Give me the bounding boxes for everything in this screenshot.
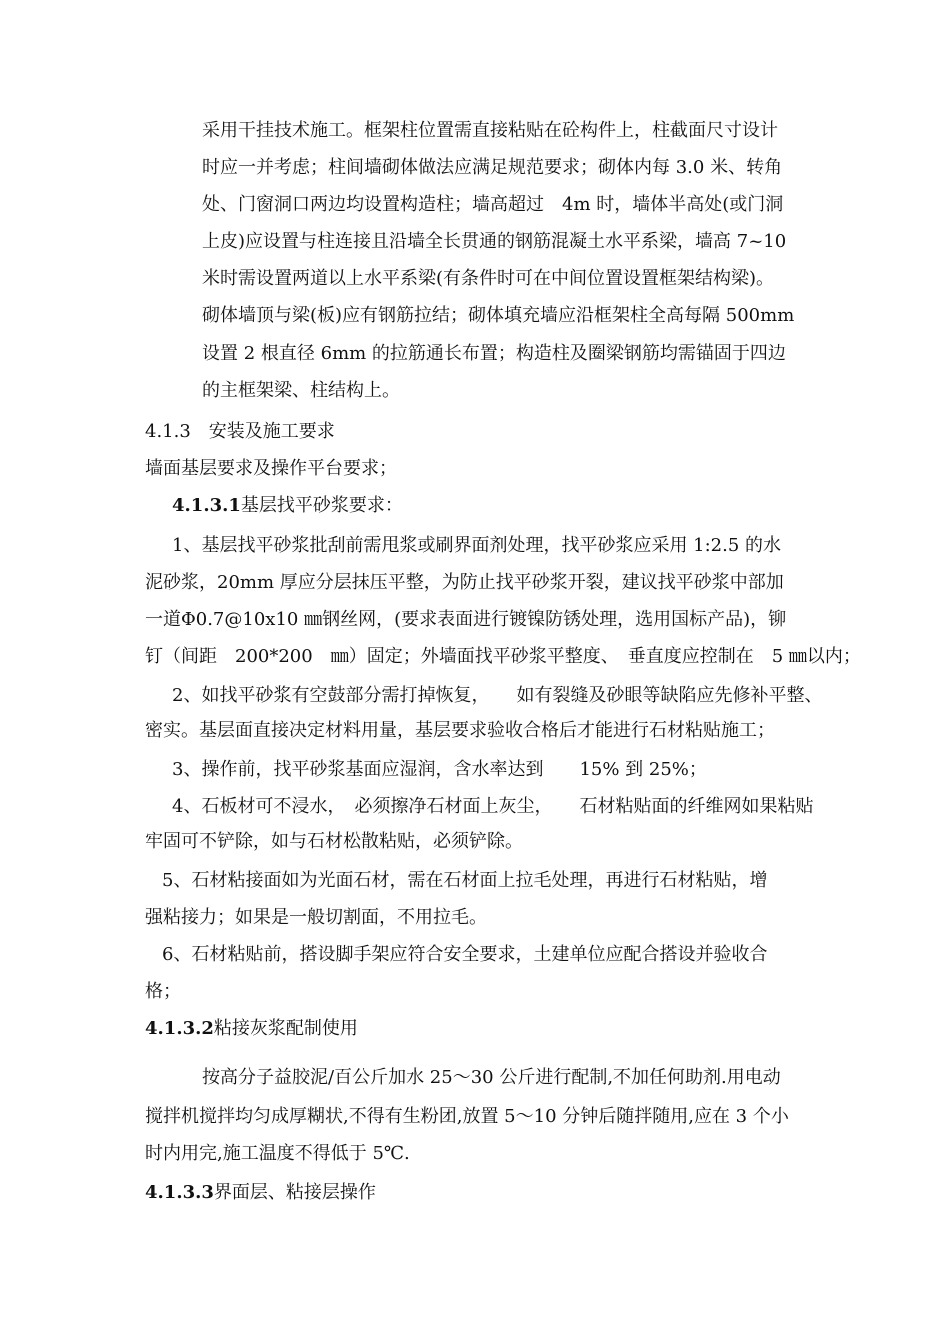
text-line: 6、石材粘贴前，搭设脚手架应符合安全要求，土建单位应配合搭设并验收合 (162, 944, 768, 965)
text-line: 密实。基层面直接决定材料用量，基层要求验收合格后才能进行石材粘贴施工； (145, 720, 775, 741)
text-line: 1、基层找平砂浆批刮前需甩浆或刷界面剂处理，找平砂浆应采用 1:2.5 的水 (172, 535, 782, 556)
section-4132-heading (145, 1017, 358, 1041)
text-line: 2、如找平砂浆有空鼓部分需打掉恢复， 如有裂缝及砂眼等缺陷应先修补平整、 (172, 685, 823, 706)
text-line: 一道Φ0.7@10x10 ㎜钢丝网，(要求表面进行镀镍防锈处理，选用国标产品)，铆 (145, 609, 787, 630)
section-number: 4.1.3.1 (172, 495, 241, 516)
subsection-intro: 墙面基层要求及操作平台要求； (145, 458, 397, 479)
text-line: 搅拌机搅拌均匀成厚糊状,不得有生粉团,放置 5～10 分钟后随拌随用,应在 3 个小 (145, 1106, 789, 1127)
text-line: 3、操作前，找平砂浆基面应湿润，含水率达到 15% 到 25%； (172, 759, 707, 780)
text-line: 4、石板材可不浸水， 必须擦净石材面上灰尘， 石材粘贴面的纤维网如果粘贴 (172, 796, 814, 817)
text-line: 砌体墙顶与梁(板)应有钢筋拉结；砌体填充墙应沿框架柱全高每隔 500mm (202, 305, 795, 326)
text-line: 钉（间距 200*200 ㎜）固定；外墙面找平砂浆平整度、 垂直度应控制在 5 ㎜以内； (145, 646, 861, 667)
text-line: 米时需设置两道以上水平系梁(有条件时可在中间位置设置框架结构梁)。 (202, 268, 775, 289)
section-4133-heading (145, 1181, 376, 1205)
text-line: 设置 2 根直径 6mm 的拉筋通长布置；构造柱及圈梁钢筋均需锚固于四边 (202, 343, 786, 364)
text-line: 泥砂浆，20mm 厚应分层抹压平整，为防止找平砂浆开裂，建议找平砂浆中部加 (145, 572, 784, 593)
text-line: 上皮)应设置与柱连接且沿墙全长贯通的钢筋混凝土水平系梁，墙高 7~10 (202, 231, 787, 252)
text-line: 时应一并考虑；柱间墙砌体做法应满足规范要求；砌体内每 3.0 米、转角 (202, 157, 783, 178)
text-line: 的主框架梁、柱结构上。 (202, 380, 400, 401)
text-line: 强粘接力；如果是一般切割面，不用拉毛。 (145, 907, 487, 928)
section-title: 基层找平砂浆要求： (240, 495, 403, 516)
text-line: 格； (145, 981, 181, 1002)
text-line: 采用干挂技术施工。框架柱位置需直接粘贴在砼构件上，柱截面尺寸设计 (202, 120, 778, 141)
section-number: 4.1.3.2 (145, 1018, 214, 1039)
section-heading: 4.1.3 安装及施工要求 (145, 421, 335, 442)
text-line: 5、石材粘接面如为光面石材，需在石材面上拉毛处理，再进行石材粘贴，增 (162, 870, 768, 891)
text-line: 按高分子益胶泥/百公斤加水 25～30 公斤进行配制,不加任何助剂.用电动 (202, 1067, 781, 1088)
section-number: 4.1.3.3 (145, 1182, 214, 1203)
section-title: 界面层、粘接层操作 (213, 1182, 376, 1203)
section-4131-heading (172, 494, 403, 518)
text-line: 牢固可不铲除，如与石材松散粘贴，必须铲除。 (145, 831, 523, 852)
section-title: 粘接灰浆配制使用 (213, 1018, 358, 1039)
text-line: 时内用完,施工温度不得低于 5℃. (145, 1143, 410, 1164)
text-line: 处、门窗洞口两边均设置构造柱；墙高超过 4m 时，墙体半高处(或门洞 (202, 194, 784, 215)
